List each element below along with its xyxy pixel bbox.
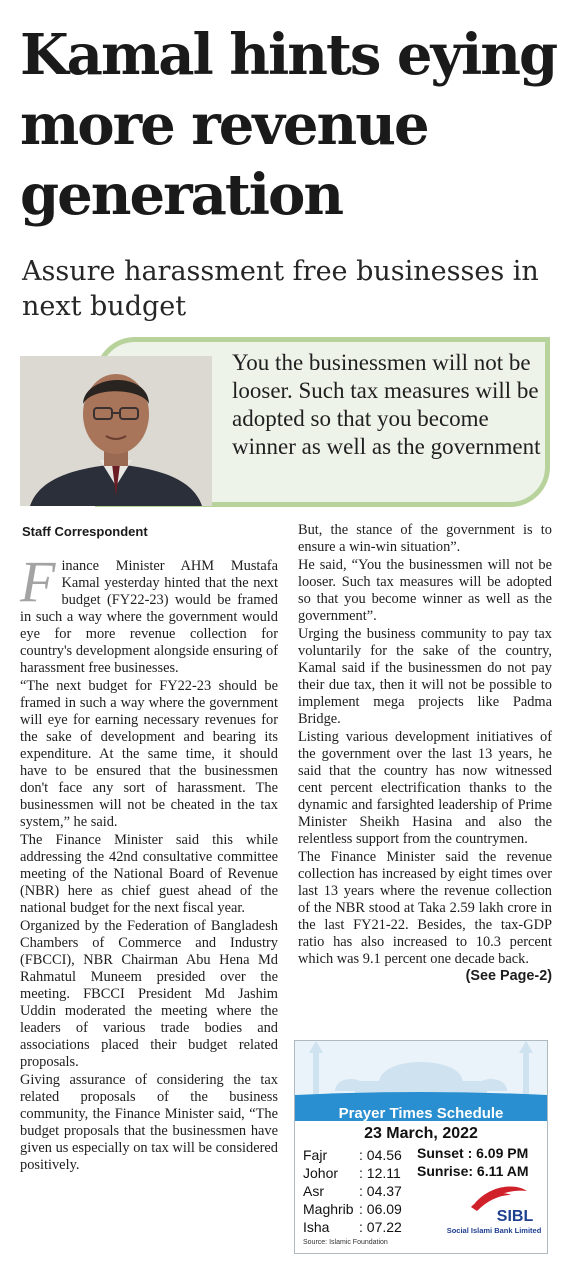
prayer-row: Johor : 12.11 (303, 1165, 401, 1181)
article-paragraph: He said, “You the businessmen will not be looser. Such tax measures will be adopted so that you become winner as well as the government”. (298, 557, 552, 624)
drop-cap: F (20, 549, 56, 614)
article-paragraph: Giving assurance of considering the tax related proposals of the business community, the Finance Minister said, “The budget proposals that the businessmen have given us especially on tax will be considered positively. (20, 1072, 278, 1173)
prayer-title: Prayer Times Schedule (338, 1105, 504, 1122)
prayer-times-box (294, 1040, 548, 1254)
sibl-full-name: Social Islami Bank Limited (446, 1226, 542, 1235)
article-column-right (298, 522, 552, 985)
headline: Kamal hints eying more revenue generation (20, 22, 557, 228)
prayer-row: Asr : 04.37 (303, 1183, 402, 1199)
sibl-logo (445, 1181, 543, 1243)
prayer-source: Source: Islamic Foundation (303, 1239, 388, 1246)
article-paragraph: The Finance Minister said the revenue collection has increased by eight times over last 13 years where the revenue collection of the NBR stood at Taka 2.59 lakh crore in the last FY21-22. Besides, the tax-GDP ratio has also increased to 10.3 percent which was 9.1 percent one decade back. (See Page-2) (298, 849, 552, 984)
pull-quote: You the businessmen will not be looser. Such tax measures will be adopted so that you become winner as well as the government (232, 350, 541, 459)
article-paragraph: The Finance Minister said this while addressing the 42nd consultative committee meeting of the National Board of Revenue (NBR) here as chief guest ahead of the national budget for the next fiscal year. (20, 832, 278, 916)
sunrise-time: Sunrise: 6.11 AM (417, 1163, 529, 1179)
article-column-left (20, 549, 278, 1175)
prayer-row: Fajr : 04.56 (303, 1147, 402, 1163)
article-paragraph: But, the stance of the government is to ensure a win-win situation”. (298, 522, 552, 555)
prayer-date: 23 March, 2022 (364, 1125, 478, 1142)
minister-photo (20, 356, 212, 506)
subheadline: Assure harassment free businesses in next budget (22, 256, 539, 322)
continued-link[interactable]: (See Page-2) (465, 968, 552, 984)
article-paragraph: Finance Minister AHM Mustafa Kamal yesterday hinted that the next budget (FY22-23) would be framed in such a way where the government would eye for more revenue collection for country's development alongside ensuring of harassment free businesses. (20, 549, 278, 676)
prayer-row: Isha : 07.22 (303, 1219, 402, 1235)
article-paragraph: “The next budget for FY22-23 should be framed in such a way where the government will eye for earning necessary revenues for the sake of development and bearing its expenditure. At the same time, it should have to be ensured that the businessmen don't face any sort of harassment. The businessmen will not be cheated in the tax system,” he said. (20, 678, 278, 830)
article-paragraph: Urging the business community to pay tax voluntarily for the sake of the country, Kamal said if the businessmen do not pay their due tax, then it will not be possible to implement mega projects like Padma Bridge. (298, 626, 552, 727)
byline: Staff Correspondent (22, 524, 148, 539)
prayer-row: Maghrib : 06.09 (303, 1201, 402, 1217)
sibl-short-name: SIBL (496, 1208, 534, 1225)
article-paragraph: Listing various development initiatives of the government over the last 13 years, he said that the country has now witnessed cent percent electrification thanks to the dynamic and farsighted leadership of Prime Minister Sheikh Hasina and also the relentless support from the countrymen. (298, 729, 552, 847)
article-paragraph: Organized by the Federation of Bangladesh Chambers of Commerce and Industry (FBCCI), NBR Chairman Abu Hena Md Rahmatul Muneem presided over the meeting. FBCCI President Md Jashim Uddin moderated the meeting where the leaders of various trade bodies and associations placed their budget related proposals. (20, 918, 278, 1070)
sunset-time: Sunset : 6.09 PM (417, 1145, 529, 1161)
